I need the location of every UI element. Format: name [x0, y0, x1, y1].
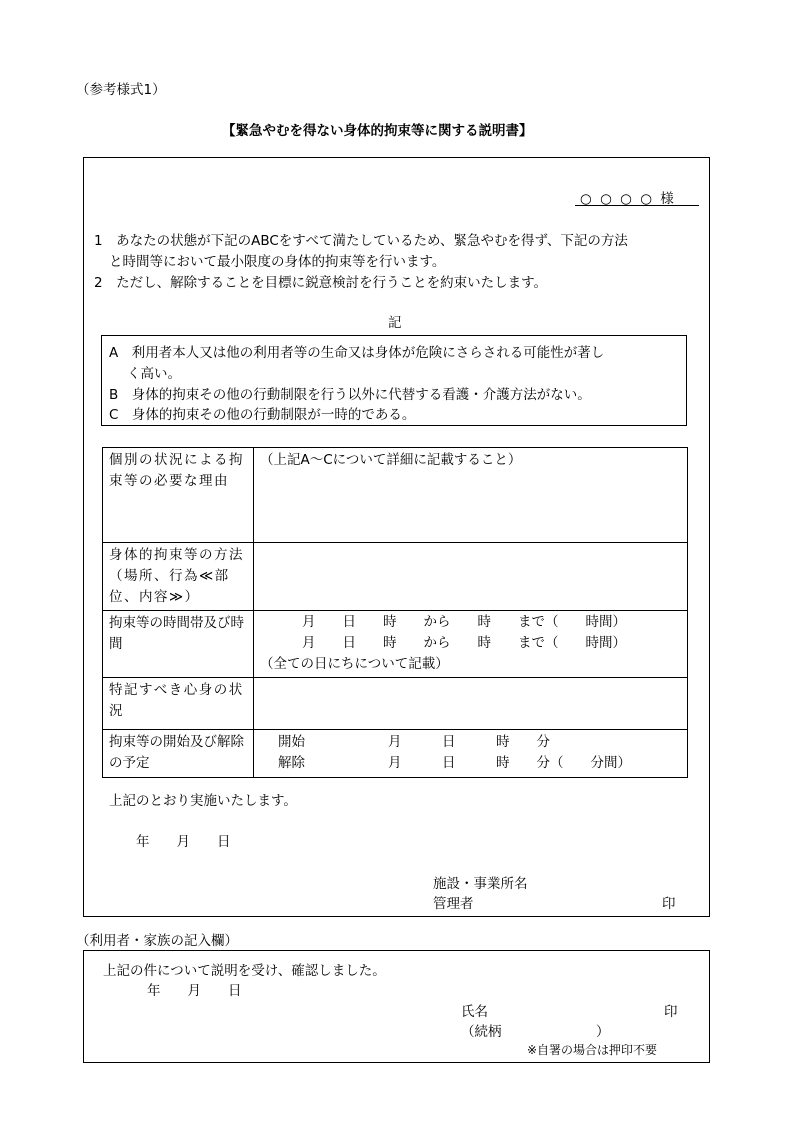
family-section-label: （利用者・家族の記入欄） — [76, 933, 238, 949]
time-line-2: 月 日 時 から 時 まで（ 時間） — [302, 635, 626, 651]
time-line-1: 月 日 時 から 時 まで（ 時間） — [302, 614, 626, 630]
condition-a-line1: A 利用者本人又は他の利用者等の生命又は身体が危険にさらされる可能性が著し — [109, 345, 605, 361]
release-label: 解除 — [278, 755, 305, 771]
time-label: 拘束等の時間帯及び時間 — [103, 611, 254, 678]
condition-b: B 身体的拘束その他の行動制限を行う以外に代替する看護・介護方法がない。 — [109, 387, 591, 403]
intro-p1-line1: 1 あなたの状態が下記のABCをすべて満たしているため、緊急やむを得ず、下記の方法 — [94, 233, 628, 249]
intro-p1-line2: と時間等において最小限度の身体的拘束等を行います。 — [109, 254, 446, 270]
time-note: （全ての日にちについて記載） — [260, 656, 449, 672]
addressee: ○ ○ ○ ○ 様 — [580, 191, 676, 207]
manager-seal: 印 — [662, 896, 676, 912]
condition-c: C 身体的拘束その他の行動制限が一時的である。 — [109, 407, 416, 423]
reason-value[interactable]: （上記A～Cについて詳細に記載すること） — [254, 448, 688, 543]
facility-label: 施設・事業所名 — [433, 876, 528, 892]
start-label: 開始 — [278, 734, 305, 750]
table-row — [103, 730, 688, 778]
schedule-label: 拘束等の開始及び解除の予定 — [103, 730, 254, 778]
table-row — [103, 611, 688, 678]
ki-heading: 記 — [388, 315, 402, 331]
schedule-value[interactable] — [254, 730, 688, 778]
method-label: 身体的拘束等の方法（場所、行為≪部位、内容≫） — [103, 543, 254, 611]
manager-label: 管理者 — [433, 896, 474, 912]
table-row — [103, 543, 688, 611]
page-title: 【緊急やむを得ない身体的拘束等に関する説明書】 — [222, 123, 533, 139]
start-row — [260, 732, 681, 753]
start-value: 月 日 時 分 — [388, 734, 550, 750]
condition-a-line2: く高い。 — [127, 366, 181, 382]
condition-note-value[interactable] — [254, 678, 688, 730]
addressee-underline — [575, 205, 699, 206]
family-note: ※自署の場合は押印不要 — [527, 1043, 658, 1057]
method-value[interactable] — [254, 543, 688, 611]
family-relation-close: ） — [596, 1024, 610, 1040]
release-value: 月 日 時 分（ 分間） — [388, 755, 631, 771]
time-value[interactable] — [254, 611, 688, 678]
reference-label: （参考様式1） — [76, 82, 166, 98]
table-row — [103, 448, 688, 543]
family-name-label: 氏名 — [461, 1004, 488, 1020]
release-row — [260, 753, 681, 774]
family-confirm: 上記の件について説明を受け、確認しました。 — [103, 963, 386, 979]
condition-note-label: 特記すべき心身の状況 — [103, 678, 254, 730]
intro-p2: 2 ただし、解除することを目標に鋭意検討を行うことを約束いたします。 — [94, 275, 548, 291]
table-row — [103, 678, 688, 730]
closing-text: 上記のとおり実施いたします。 — [109, 793, 297, 809]
reason-label: 個別の状況による拘束等の必要な理由 — [103, 448, 254, 543]
family-date-line: 年 月 日 — [147, 983, 242, 999]
family-seal: 印 — [664, 1004, 678, 1020]
details-table — [102, 447, 688, 778]
date-line: 年 月 日 — [136, 834, 231, 850]
family-relation-open: （続柄 — [461, 1024, 502, 1040]
